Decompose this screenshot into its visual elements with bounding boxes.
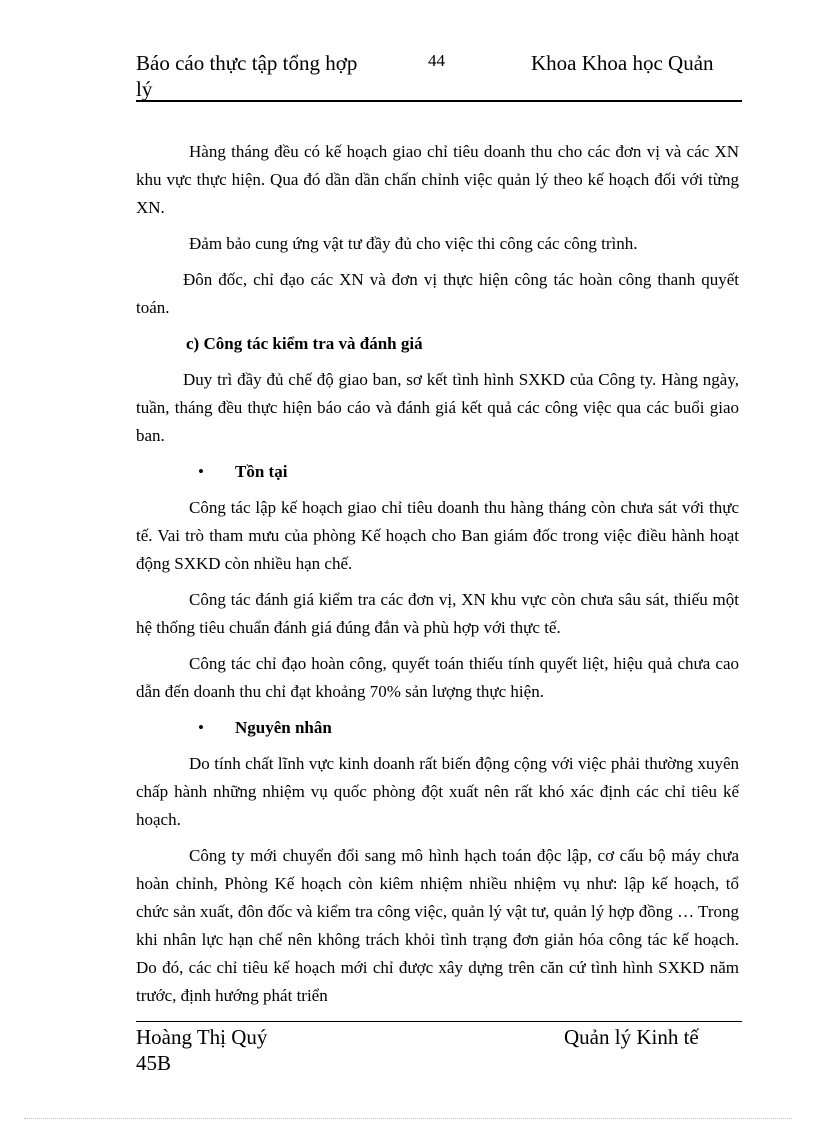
paragraph: Đôn đốc, chỉ đạo các XN và đơn vị thực hiện công tác hoàn công thanh quyết toán. bbox=[136, 270, 739, 317]
bullet-item bbox=[136, 458, 739, 486]
paragraph: Duy trì đầy đủ chế độ giao ban, sơ kết tình hình SXKD của Công ty. Hàng ngày, tuần, tháng đều thực hiện báo cáo và đánh giá kết quả các công việc qua các buổi giao ban. bbox=[136, 370, 739, 445]
paragraph: Công tác chỉ đạo hoàn công, quyết toán thiếu tính quyết liệt, hiệu quả chưa cao dẫn đến doanh thu chỉ đạt khoảng 70% sản lượng thực hiện. bbox=[136, 654, 739, 701]
paragraph: Công tác lập kế hoạch giao chỉ tiêu doanh thu hàng tháng còn chưa sát với thực tế. Vai trò tham mưu của phòng Kế hoạch cho Ban giám đốc trong việc điều hành hoạt động SXKD còn nhiều hạn chế. bbox=[136, 498, 739, 573]
bullet-item bbox=[136, 714, 739, 742]
footer-major: Quản lý Kinh tế bbox=[564, 1025, 699, 1049]
header-faculty: Khoa Khoa học Quản bbox=[531, 51, 714, 75]
header-left-text: Báo cáo thực tập tổng hợp bbox=[136, 51, 358, 75]
document-body bbox=[136, 138, 739, 1018]
bullet-dot-icon: • bbox=[198, 718, 204, 737]
footer-divider bbox=[136, 1021, 742, 1022]
section-heading: c) Công tác kiểm tra và đánh giá bbox=[186, 334, 423, 353]
paragraph: Công tác đánh giá kiểm tra các đơn vị, XN khu vực còn chưa sâu sát, thiếu một hệ thống tiêu chuẩn đánh giá đúng đắn và phù hợp với thực tế. bbox=[136, 590, 739, 637]
paragraph: Công ty mới chuyển đổi sang mô hình hạch toán độc lập, cơ cấu bộ máy chưa hoàn chỉnh, Phòng Kế hoạch còn kiêm nhiệm nhiều nhiệm vụ như: lập kế hoạch, tổ chức sản xuất, đôn đốc và kiểm tra công việc, quản lý vật tư, quản lý hợp đồng … Trong khi nhân lực hạn chế nên không trách khỏi tình trạng đơn giản hóa công tác kế hoạch. Do đó, các chỉ tiêu kế hoạch mới chỉ được xây dựng trên căn cứ tình hình SXKD năm trước, định hướng phát triển bbox=[136, 846, 739, 1005]
bullet-label: Nguyên nhân bbox=[235, 718, 332, 737]
page-bottom-edge bbox=[24, 1118, 792, 1119]
header-left-text-cont: lý bbox=[136, 77, 153, 101]
bullet-dot-icon: • bbox=[198, 462, 204, 481]
header-divider bbox=[136, 100, 742, 102]
paragraph: Đảm bảo cung ứng vật tư đầy đủ cho việc thi công các công trình. bbox=[189, 234, 638, 253]
footer-class: 45B bbox=[136, 1051, 172, 1075]
header-report-title bbox=[136, 50, 386, 102]
paragraph: Hàng tháng đều có kế hoạch giao chỉ tiêu doanh thu cho các đơn vị và các XN khu vực thực hiện. Qua đó dần dần chấn chỉnh việc quản lý theo kế hoạch đối với từng XN. bbox=[136, 142, 739, 217]
footer-author: Hoàng Thị Quý bbox=[136, 1025, 268, 1049]
page-number: 44 bbox=[428, 51, 445, 70]
paragraph: Do tính chất lĩnh vực kinh doanh rất biến động cộng với việc phải thường xuyên chấp hành những nhiệm vụ quốc phòng đột xuất nên rất khó xác định các chỉ tiêu kế hoạch. bbox=[136, 754, 739, 829]
bullet-label: Tồn tại bbox=[235, 462, 288, 481]
page-header bbox=[136, 48, 742, 102]
